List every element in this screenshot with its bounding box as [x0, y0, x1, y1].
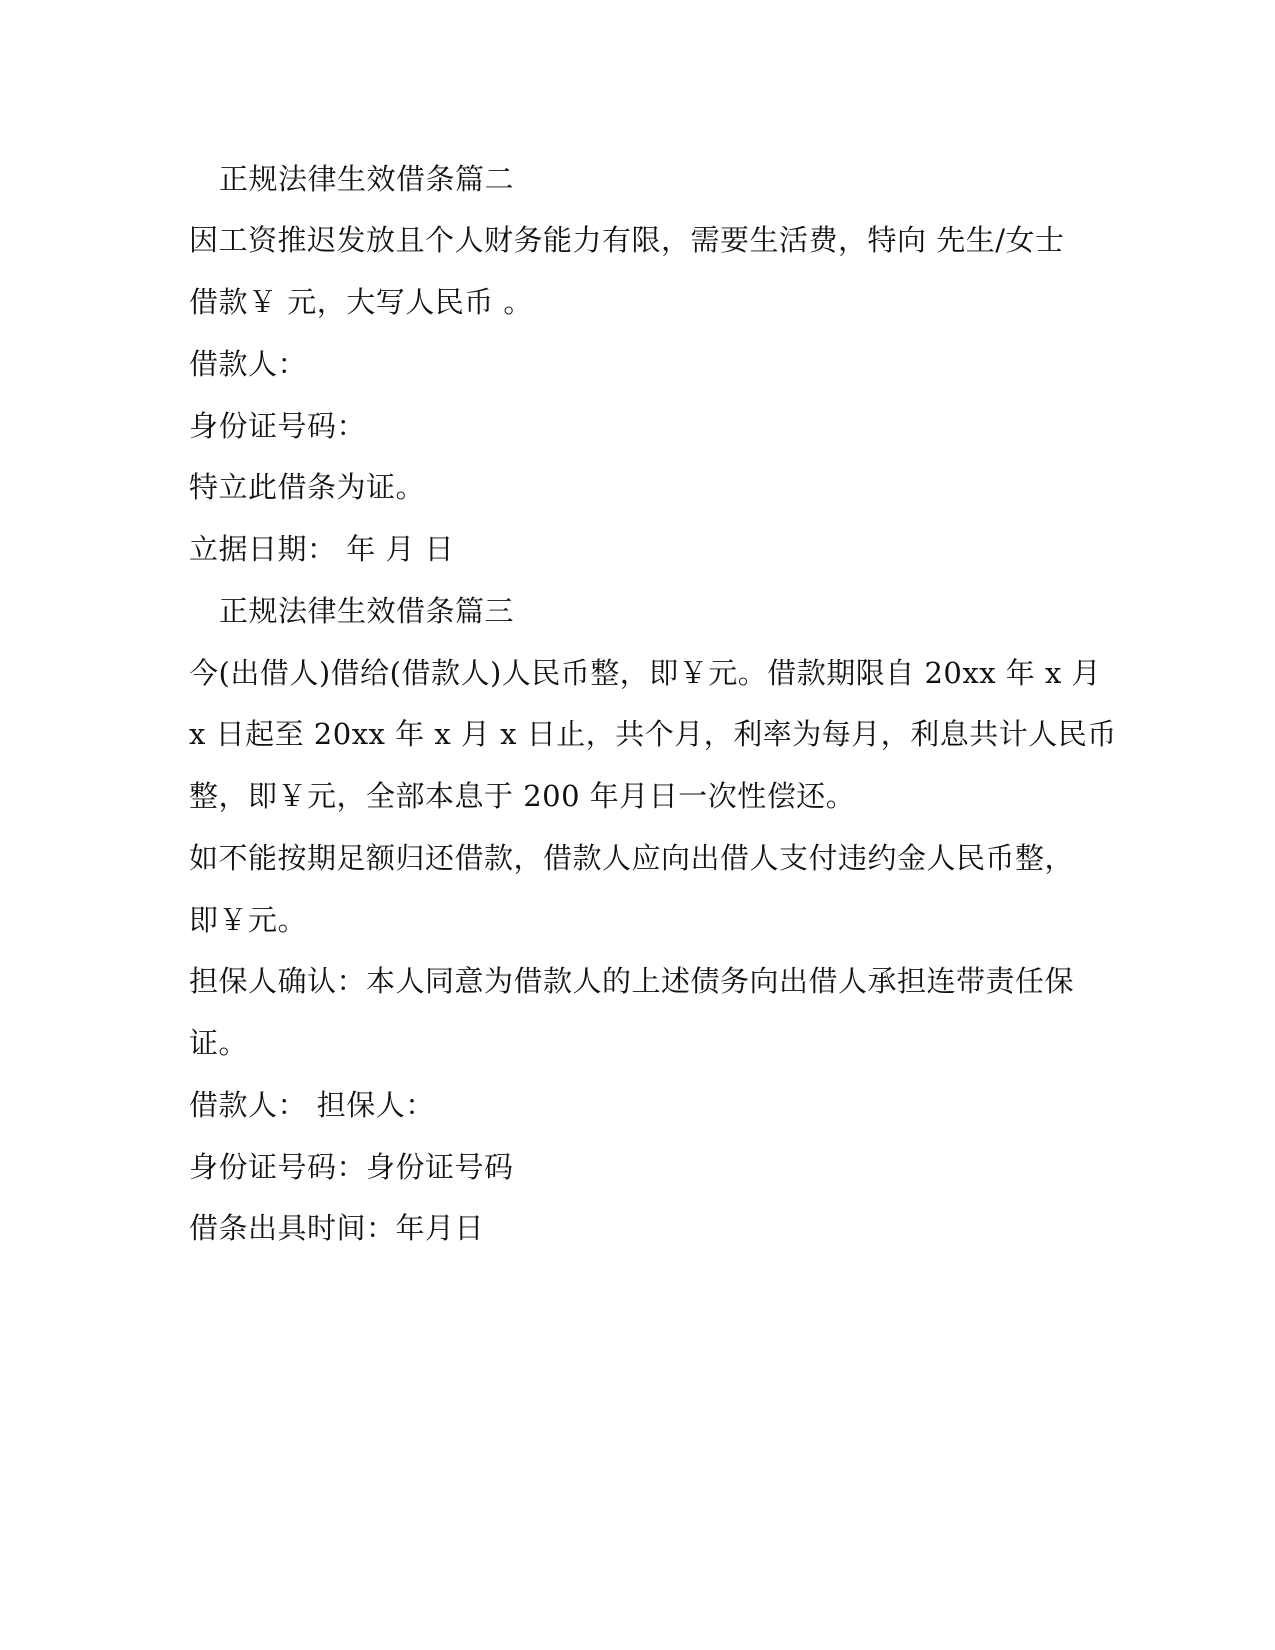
section-three-issue-time-line: 借条出具时间：年月日	[189, 1211, 485, 1245]
section-two-date-line: 立据日期： 年 月 日	[189, 532, 455, 566]
section-three-paragraph-1-line-1: 今(出借人)借给(借款人)人民币整，即￥元。借款期限自 20xx 年 x 月	[189, 656, 1102, 690]
section-three-paragraph-1-line-3: 整，即￥元，全部本息于 200 年月日一次性偿还。	[189, 779, 856, 813]
section-three-heading: 正规法律生效借条篇三	[219, 594, 515, 628]
section-three-id-numbers-line: 身份证号码：身份证号码	[189, 1150, 514, 1184]
section-two-id-number-label: 身份证号码：	[189, 409, 367, 443]
section-three-paragraph-3-line-2: 证。	[189, 1026, 249, 1060]
section-two-paragraph-line-1: 因工资推迟发放且个人财务能力有限，需要生活费，特向 先生/女士	[189, 223, 1065, 257]
section-three-signers-line: 借款人： 担保人：	[189, 1088, 435, 1122]
section-three-paragraph-3-line-1: 担保人确认：本人同意为借款人的上述债务向出借人承担连带责任保	[189, 964, 1075, 998]
section-three-paragraph-1-line-2: x 日起至 20xx 年 x 月 x 日止，共个月，利率为每月，利息共计人民币	[189, 717, 1117, 751]
section-three-paragraph-2-line-1: 如不能按期足额归还借款，借款人应向出借人支付违约金人民币整，	[189, 841, 1075, 875]
section-two-paragraph-line-2: 借款￥ 元，大写人民币 。	[189, 285, 533, 319]
section-two-heading: 正规法律生效借条篇二	[219, 162, 515, 196]
section-two-borrower-label: 借款人：	[189, 347, 308, 381]
section-three-paragraph-2-line-2: 即￥元。	[189, 903, 308, 937]
section-two-statement: 特立此借条为证。	[189, 470, 426, 504]
